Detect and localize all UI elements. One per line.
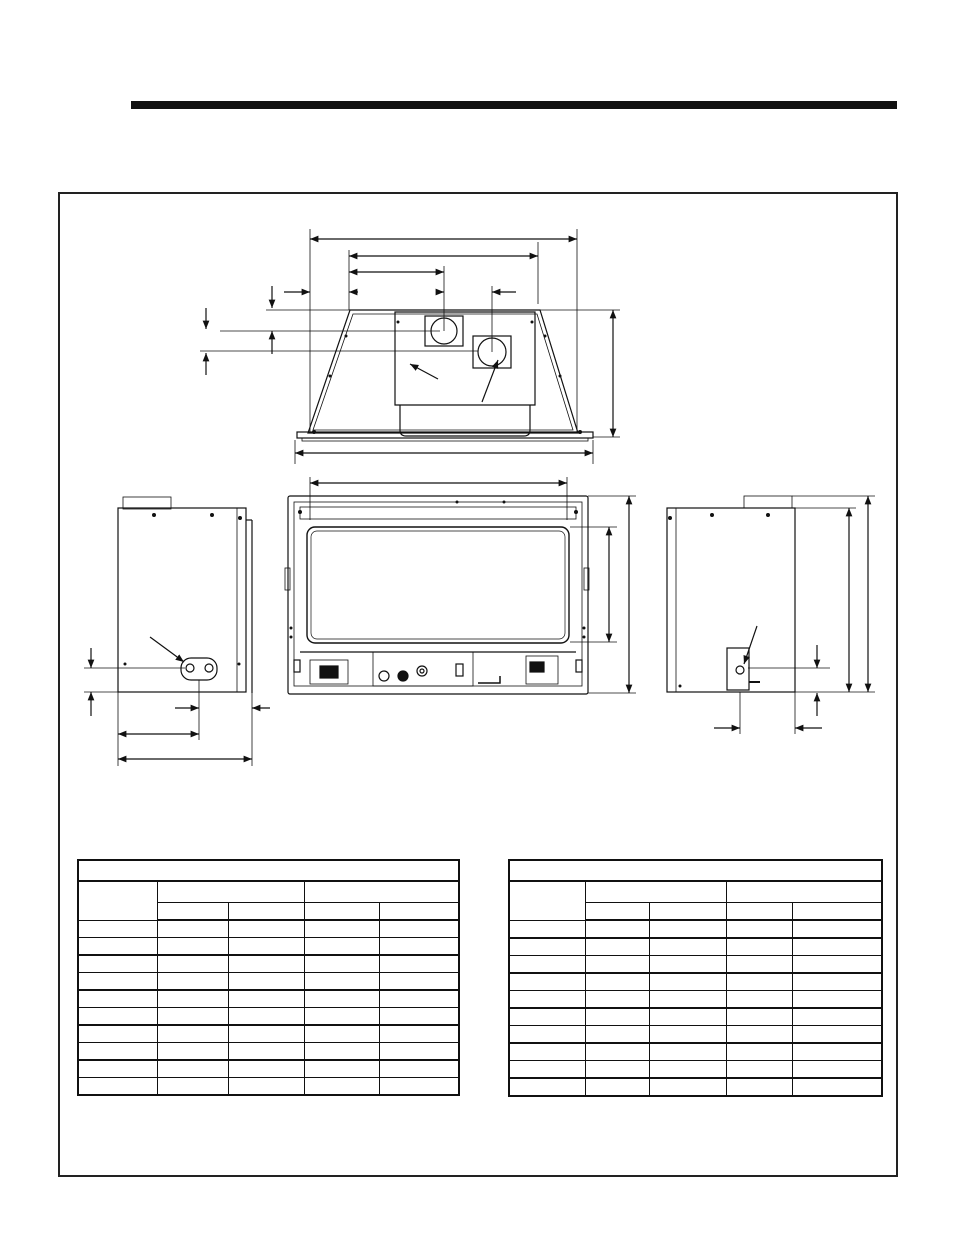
table-row xyxy=(78,1060,459,1078)
left-spec-table xyxy=(77,859,460,1096)
table-row xyxy=(78,990,459,1008)
table-header xyxy=(304,881,459,903)
table-row xyxy=(78,938,459,956)
table-row xyxy=(509,1026,882,1044)
table-row xyxy=(78,1043,459,1061)
right-spec-table xyxy=(508,859,883,1097)
table-header xyxy=(726,881,882,903)
table-row xyxy=(509,1078,882,1096)
table-row xyxy=(78,1078,459,1096)
table-row xyxy=(78,973,459,991)
front-view xyxy=(285,477,636,694)
table-subheader xyxy=(228,903,304,921)
table-subheader xyxy=(649,903,726,921)
table-subheader xyxy=(792,903,882,921)
table-header xyxy=(509,881,585,920)
table-subheader xyxy=(726,903,792,921)
top-view xyxy=(200,229,620,464)
table-row xyxy=(78,920,459,938)
left-side-view xyxy=(84,497,270,766)
table-subheader xyxy=(157,903,228,921)
table-title xyxy=(78,860,459,881)
table-row xyxy=(78,955,459,973)
table-row xyxy=(509,991,882,1009)
right-side-view xyxy=(667,496,875,734)
table-row xyxy=(509,920,882,938)
table-row xyxy=(509,1008,882,1026)
table-row xyxy=(509,973,882,991)
table-subheader xyxy=(379,903,459,921)
table-row xyxy=(509,1061,882,1079)
table-title xyxy=(509,860,882,881)
table-subheader xyxy=(304,903,379,921)
table-subheader xyxy=(585,903,649,921)
table-row xyxy=(509,1043,882,1061)
table-row xyxy=(78,1008,459,1026)
table-row xyxy=(509,956,882,974)
table-row xyxy=(509,938,882,956)
table-header xyxy=(585,881,726,903)
table-header xyxy=(78,881,157,920)
table-header xyxy=(157,881,304,903)
table-row xyxy=(78,1025,459,1043)
